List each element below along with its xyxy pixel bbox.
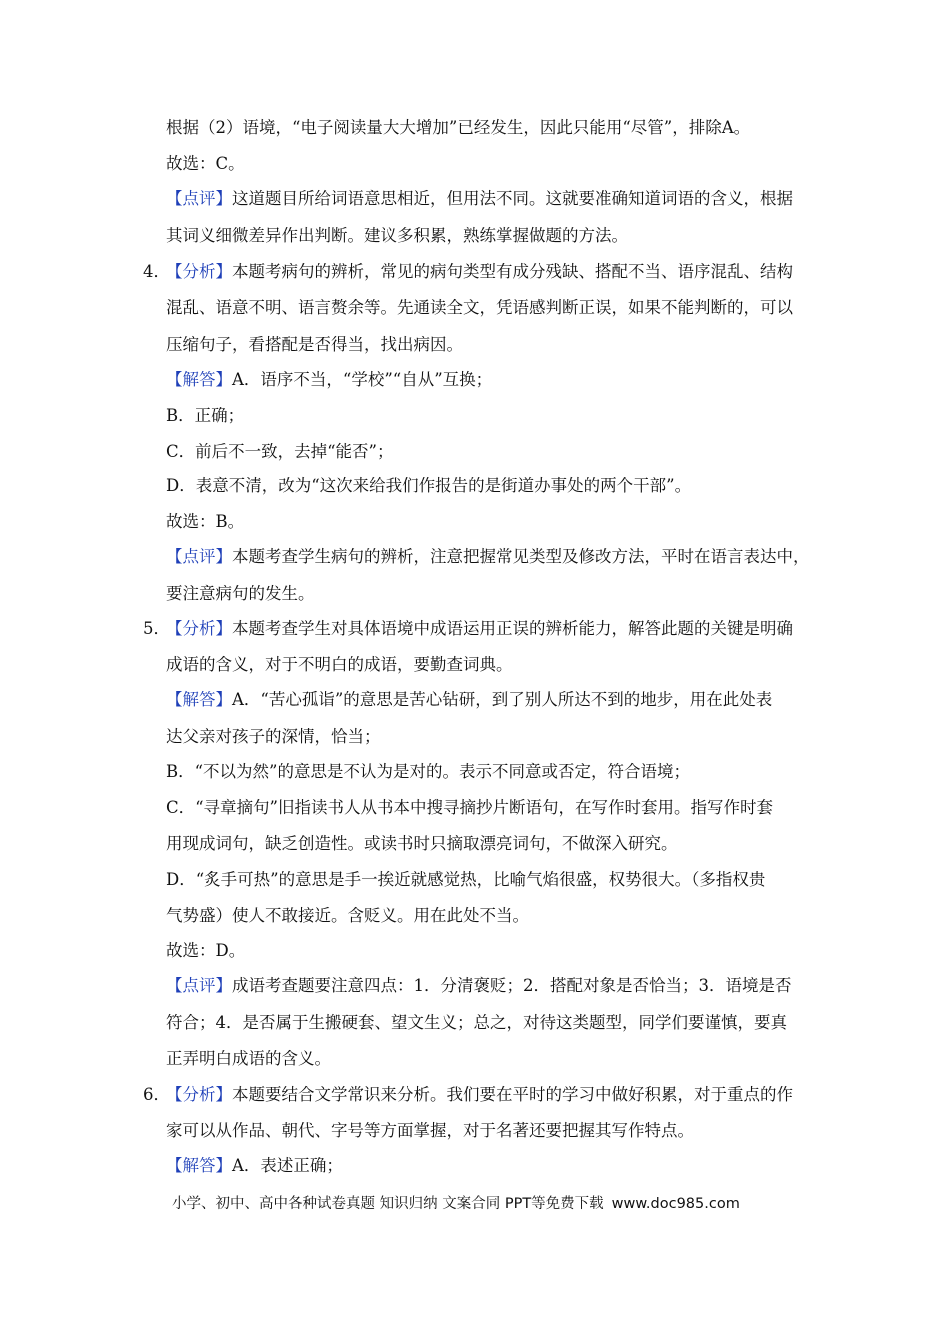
analysis-tag: 【分析】 [166, 262, 232, 281]
text-line: 混乱、语意不明、语言赘余等。先通读全文，凭语感判断正误，如果不能判断的，可以 [166, 298, 793, 317]
answer-line [166, 690, 772, 710]
text-line: 成语的含义，对于不明白的成语，要勤查词典。 [166, 655, 513, 674]
analysis-line [166, 619, 793, 639]
text-line: 用现成词句，缺乏创造性。或读书时只摘取漂亮词句，不做深入研究。 [166, 834, 678, 853]
text-line: 家可以从作品、朝代、字号等方面掌握，对于名著还要把握其写作特点。 [166, 1121, 694, 1140]
text-line: 故选：C。 [166, 154, 245, 173]
text-line: 压缩句子，看搭配是否得当，找出病因。 [166, 335, 463, 354]
answer-line [166, 370, 492, 390]
text-line: 达父亲对孩子的深情，恰当； [166, 727, 381, 746]
text-line: 其词义细微差异作出判断。建议多积累，熟练掌握做题的方法。 [166, 226, 628, 245]
answer-tag: 【解答】 [166, 1156, 232, 1175]
footer-text: 小学、初中、高中各种试卷真题 知识归纳 文案合同 PPT等免费下载 [172, 1196, 604, 1212]
text-line: D．“炙手可热”的意思是手一挨近就感觉热，比喻气焰很盛，权势很大。（多指权贵 [166, 870, 766, 889]
text-line: 要注意病句的发生。 [166, 584, 315, 603]
comment-tag: 【点评】 [166, 189, 232, 208]
comment-line [166, 976, 792, 996]
text-line: 这道题目所给词语意思相近，但用法不同。这就要准确知道词语的含义，根据 [232, 189, 793, 208]
comment-tag: 【点评】 [166, 547, 232, 566]
text-line: 正弄明白成语的含义。 [166, 1049, 331, 1068]
text-line: C．前后不一致，去掉“能否”； [166, 442, 394, 461]
text-line: C．“寻章摘句”旧指读书人从书本中搜寻摘抄片断语句，在写作时套用。指写作时套 [166, 798, 773, 817]
text-line: 气势盛）使人不敢接近。含贬义。用在此处不当。 [166, 906, 529, 925]
text-line: 本题考病句的辨析，常见的病句类型有成分残缺、搭配不当、语序混乱、结构 [232, 262, 793, 281]
analysis-line [166, 262, 793, 282]
question-number: 5． [143, 619, 170, 638]
text-line: 故选：D。 [166, 941, 246, 960]
page-footer [172, 1192, 740, 1213]
answer-tag: 【解答】 [166, 690, 232, 709]
text-line: A．表述正确； [232, 1156, 343, 1175]
text-line: A．语序不当，“学校”“自从”互换； [232, 370, 493, 389]
analysis-tag: 【分析】 [166, 1085, 232, 1104]
question-number: 4． [143, 262, 170, 281]
answer-line [166, 1156, 343, 1176]
comment-tag: 【点评】 [166, 976, 232, 995]
analysis-line [166, 1085, 793, 1105]
text-line: B．正确； [166, 406, 245, 425]
text-line: 成语考查题要注意四点：1．分清褒贬；2．搭配对象是否恰当；3．语境是否 [232, 976, 792, 995]
text-line: 故选：B。 [166, 512, 245, 531]
text-line: 本题考查学生对具体语境中成语运用正误的辨析能力，解答此题的关键是明确 [232, 619, 793, 638]
text-line: 根据（2）语境，“电子阅读量大大增加”已经发生，因此只能用“尽管”，排除A。 [166, 118, 751, 137]
analysis-tag: 【分析】 [166, 619, 232, 638]
text-line: D．表意不清，改为“这次来给我们作报告的是街道办事处的两个干部”。 [166, 476, 692, 495]
comment-line [166, 547, 810, 567]
text-line: 本题考查学生病句的辨析，注意把握常见类型及修改方法，平时在语言表达中， [232, 547, 810, 566]
text-line: 符合；4．是否属于生搬硬套、望文生义；总之，对待这类题型，同学们要谨慎，要真 [166, 1013, 787, 1032]
question-number: 6． [143, 1085, 170, 1104]
footer-url: www.doc985.com [611, 1196, 740, 1212]
text-line: 本题要结合文学常识来分析。我们要在平时的学习中做好积累，对于重点的作 [232, 1085, 793, 1104]
comment-line [166, 189, 793, 209]
text-line: A．“苦心孤诣”的意思是苦心钻研，到了别人所达不到的地步，用在此处表 [232, 690, 773, 709]
answer-tag: 【解答】 [166, 370, 232, 389]
text-line: B．“不以为然”的意思是不认为是对的。表示不同意或否定，符合语境； [166, 762, 690, 781]
